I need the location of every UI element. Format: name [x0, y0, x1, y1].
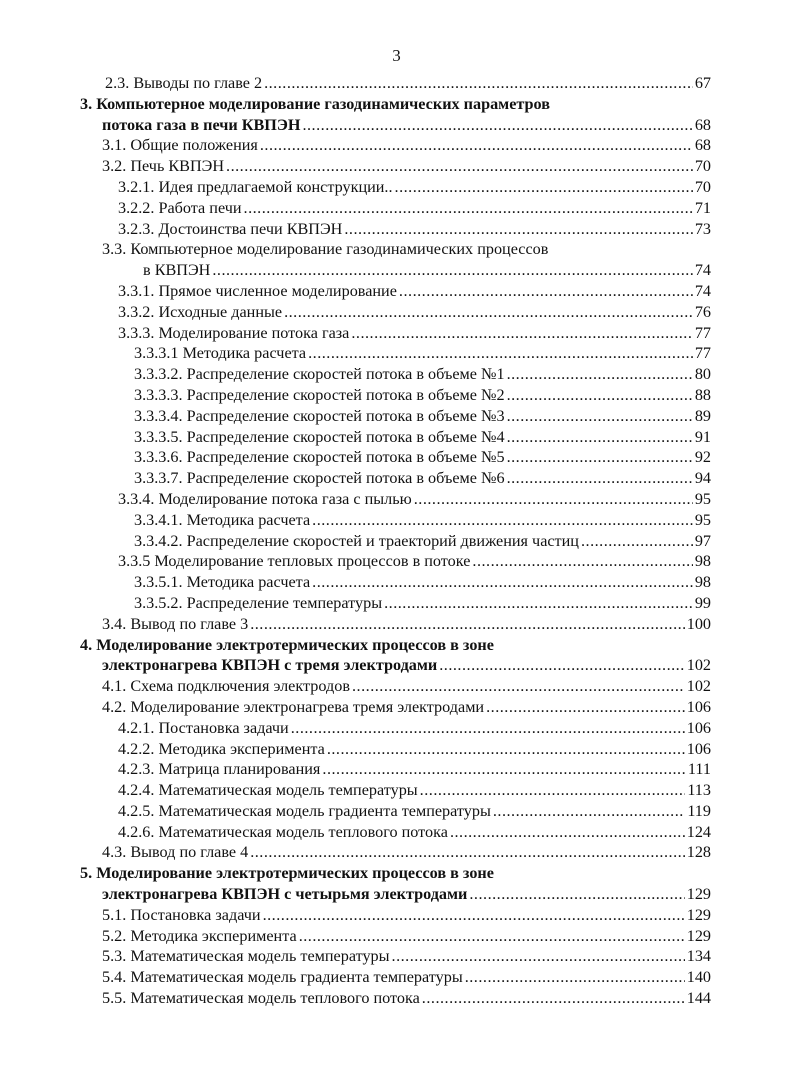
dot-leader	[507, 364, 693, 385]
toc-entry	[0, 177, 793, 198]
toc-entry	[0, 967, 793, 988]
toc-entry-page: 102	[686, 656, 711, 675]
toc-entry	[0, 739, 793, 760]
toc-entry	[0, 842, 793, 863]
toc-entry-title: 3.3.3.4. Распределение скоростей потока в объеме №3	[134, 406, 505, 425]
toc-entry-page: 129	[686, 885, 711, 904]
toc-entry	[0, 946, 793, 967]
dot-leader	[352, 676, 685, 697]
toc-entry-page: 144	[686, 989, 711, 1008]
dot-leader	[507, 385, 693, 406]
toc-entry-page: 88	[694, 385, 711, 404]
toc-entry	[0, 427, 793, 448]
dot-leader	[439, 655, 684, 676]
toc-entry-title: 4.2. Моделирование электронагрева тремя электродами	[102, 697, 485, 716]
toc-entry-title: 3.3.4. Моделирование потока газа с пылью	[118, 489, 412, 508]
toc-entry	[0, 219, 793, 240]
toc-entry-title-line: 3.3. Компьютерное моделирование газодинамических процессов	[102, 240, 549, 259]
dot-leader	[291, 718, 685, 739]
dot-leader	[226, 156, 693, 177]
toc-entry	[0, 926, 793, 947]
toc-entry-page: 98	[694, 552, 711, 571]
toc-entry-title: 5.5. Математическая модель теплового потока	[102, 989, 420, 1008]
dot-leader	[507, 468, 693, 489]
toc-entry-title: 3.3.5.1. Методика расчета	[134, 573, 311, 592]
toc-entry-page: 76	[694, 302, 711, 321]
dot-leader	[312, 510, 693, 531]
toc-entry-heading-line	[0, 863, 793, 884]
toc-entry-page: 98	[694, 573, 711, 592]
toc-entry-page: 106	[686, 718, 711, 737]
dot-leader	[351, 323, 692, 344]
toc-entry	[0, 323, 793, 344]
toc-entry	[0, 510, 793, 531]
dot-leader	[212, 260, 692, 281]
toc-entry-page: 70	[694, 157, 711, 176]
dot-leader	[507, 447, 693, 468]
dot-leader	[322, 759, 686, 780]
toc-entry-title: 4.1. Схема подключения электродов	[102, 677, 350, 696]
toc-entry-page: 102	[686, 677, 711, 696]
toc-entry	[0, 759, 793, 780]
dot-leader	[264, 73, 693, 94]
dot-leader	[392, 946, 685, 967]
toc-entry-title: 3.3.3.6. Распределение скоростей потока в объеме №5	[134, 448, 505, 467]
toc-entry	[0, 697, 793, 718]
toc-entry-page: 89	[694, 406, 711, 425]
toc-entry-title: электронагрева КВПЭН с четырьмя электродами	[102, 885, 468, 904]
toc-entry-page: 92	[694, 448, 711, 467]
dot-leader	[299, 926, 685, 947]
toc-entry	[0, 198, 793, 219]
toc-entry-page: 77	[694, 344, 711, 363]
toc-entry	[0, 385, 793, 406]
toc-entry	[0, 718, 793, 739]
toc-entry	[0, 614, 793, 635]
toc-entry-page: 119	[687, 801, 711, 820]
toc-entry-page: 113	[687, 781, 711, 800]
toc-entry-page: 91	[694, 427, 711, 446]
toc-entry-title: 4.2.1. Постановка задачи	[118, 718, 289, 737]
toc-entry	[0, 801, 793, 822]
toc-entry-page: 94	[694, 469, 711, 488]
toc-entry-heading-line	[0, 239, 793, 260]
toc-entry-page: 140	[686, 968, 711, 987]
dot-leader	[420, 780, 686, 801]
dot-leader	[260, 135, 693, 156]
toc-entry-page: 106	[686, 697, 711, 716]
toc-entry-heading-line	[0, 94, 793, 115]
toc-entry-title: 3.2. Печь КВПЭН	[102, 157, 225, 176]
dot-leader	[472, 551, 692, 572]
dot-leader	[344, 219, 692, 240]
toc-entry-title: 4.2.2. Методика эксперимента	[118, 739, 325, 758]
toc-entry	[0, 281, 793, 302]
dot-leader	[581, 531, 693, 552]
toc-entry-page: 97	[694, 531, 711, 550]
dot-leader	[486, 697, 685, 718]
dot-leader	[250, 842, 685, 863]
toc-entry	[0, 364, 793, 385]
dot-leader	[507, 427, 693, 448]
toc-entry-title: в КВПЭН	[143, 261, 211, 280]
toc-entry	[0, 302, 793, 323]
toc-entry-title-line: 4. Моделирование электротермических процессов в зоне	[80, 635, 494, 654]
toc-entry-page: 80	[694, 365, 711, 384]
dot-leader	[250, 614, 685, 635]
toc-entry-page: 124	[686, 822, 711, 841]
toc-entry-title: 5.3. Математическая модель температуры	[102, 947, 390, 966]
toc-entry	[0, 988, 793, 1009]
toc-entry-page: 106	[686, 739, 711, 758]
toc-entry-page: 74	[694, 261, 711, 280]
dot-leader	[507, 406, 693, 427]
toc-entry	[0, 655, 793, 676]
toc-entry-page: 71	[694, 198, 711, 217]
toc-entry-page: 129	[686, 905, 711, 924]
toc-entry-page: 73	[694, 219, 711, 238]
toc-entry	[0, 135, 793, 156]
table-of-contents	[0, 73, 793, 1009]
toc-entry-title: 4.2.5. Математическая модель градиента температуры	[118, 801, 491, 820]
toc-entry	[0, 593, 793, 614]
toc-entry-title: 3.3.4.2. Распределение скоростей и траекторий движения частиц	[134, 531, 579, 550]
toc-entry-title: 3.3.5.2. Распределение температуры	[134, 593, 383, 612]
toc-entry-page: 74	[694, 281, 711, 300]
dot-leader	[327, 739, 685, 760]
toc-entry-page: 68	[694, 115, 711, 134]
dot-leader	[308, 343, 693, 364]
toc-entry-title-line: 3. Компьютерное моделирование газодинамических параметров	[80, 94, 550, 113]
dot-leader	[244, 198, 693, 219]
dot-leader	[493, 801, 685, 822]
toc-entry	[0, 468, 793, 489]
toc-entry-page: 134	[686, 947, 711, 966]
toc-entry-title: 4.2.4. Математическая модель температуры	[118, 781, 418, 800]
toc-entry	[0, 489, 793, 510]
dot-leader	[422, 988, 685, 1009]
toc-entry-title: 3.3.3.2. Распределение скоростей потока в объеме №1	[134, 365, 505, 384]
toc-entry	[0, 260, 793, 281]
toc-entry-title: 3.3.3.5. Распределение скоростей потока в объеме №4	[134, 427, 505, 446]
toc-entry-title: 3.3.3.7. Распределение скоростей потока в объеме №6	[134, 469, 505, 488]
toc-entry	[0, 676, 793, 697]
toc-entry-title: 3.1. Общие положения	[102, 136, 258, 155]
toc-entry-title: 3.3.3.3. Распределение скоростей потока в объеме №2	[134, 385, 505, 404]
toc-entry	[0, 343, 793, 364]
dot-leader	[399, 281, 693, 302]
toc-entry	[0, 822, 793, 843]
toc-entry-page: 67	[694, 74, 711, 92]
toc-entry-title: 5.2. Методика эксперимента	[102, 926, 297, 945]
toc-entry-page: 95	[694, 510, 711, 529]
toc-entry-title: 5.4. Математическая модель градиента температуры	[102, 968, 463, 987]
toc-entry-page: 99	[694, 593, 711, 612]
toc-entry-title: 3.2.3. Достоинства печи КВПЭН	[118, 219, 343, 238]
toc-entry-title: 5.1. Постановка задачи	[102, 905, 261, 924]
toc-entry-title: 3.3.2. Исходные данные	[118, 302, 283, 321]
dot-leader	[395, 177, 693, 198]
toc-entry-page: 77	[694, 323, 711, 342]
toc-entry-title-line: 5. Моделирование электротермических процессов в зоне	[80, 864, 494, 883]
dot-leader	[284, 302, 693, 323]
toc-entry-page: 111	[687, 760, 711, 779]
toc-entry-page: 70	[694, 177, 711, 196]
toc-entry-title: потока газа в печи КВПЭН	[102, 115, 301, 134]
toc-entry	[0, 531, 793, 552]
toc-entry-title: 3.3.3.1 Методика расчета	[134, 344, 307, 363]
toc-entry-title: 4.3. Вывод по главе 4	[102, 843, 249, 862]
dot-leader	[414, 489, 693, 510]
toc-entry	[0, 115, 793, 136]
toc-entry-page: 128	[686, 843, 711, 862]
toc-entry-title: 3.3.5 Моделирование тепловых процессов в потоке	[118, 552, 471, 571]
toc-entry	[0, 156, 793, 177]
toc-entry-title: 3.2.1. Идея предлагаемой конструкции..	[118, 177, 393, 196]
toc-entry	[0, 551, 793, 572]
toc-entry-page: 100	[686, 614, 711, 633]
toc-entry-page: 68	[694, 136, 711, 155]
dot-leader	[465, 967, 685, 988]
toc-entry	[0, 73, 793, 94]
dot-leader	[312, 572, 693, 593]
toc-entry-title: электронагрева КВПЭН с тремя электродами	[102, 656, 438, 675]
toc-entry	[0, 780, 793, 801]
toc-entry-title: 4.2.6. Математическая модель теплового потока	[118, 822, 448, 841]
dot-leader	[263, 905, 685, 926]
dot-leader	[302, 115, 692, 136]
toc-entry-title: 3.3.1. Прямое численное моделирование	[118, 281, 397, 300]
toc-entry-page: 95	[694, 489, 711, 508]
dot-leader	[384, 593, 693, 614]
toc-entry-page: 129	[686, 926, 711, 945]
toc-entry-title: 3.3.3. Моделирование потока газа	[118, 323, 350, 342]
toc-entry-title: 2.3. Выводы по главе 2	[105, 74, 263, 92]
toc-entry-title: 3.4. Вывод по главе 3	[102, 614, 249, 633]
toc-entry-heading-line	[0, 635, 793, 656]
toc-entry	[0, 447, 793, 468]
toc-entry-title: 3.3.4.1. Методика расчета	[134, 510, 311, 529]
page-number: 3	[392, 46, 401, 65]
toc-entry	[0, 884, 793, 905]
toc-entry-title: 3.2.2. Работа печи	[118, 198, 242, 217]
dot-leader	[469, 884, 684, 905]
toc-entry	[0, 572, 793, 593]
toc-entry-title: 4.2.3. Матрица планирования	[118, 760, 321, 779]
dot-leader	[450, 822, 685, 843]
toc-entry	[0, 905, 793, 926]
toc-entry	[0, 406, 793, 427]
